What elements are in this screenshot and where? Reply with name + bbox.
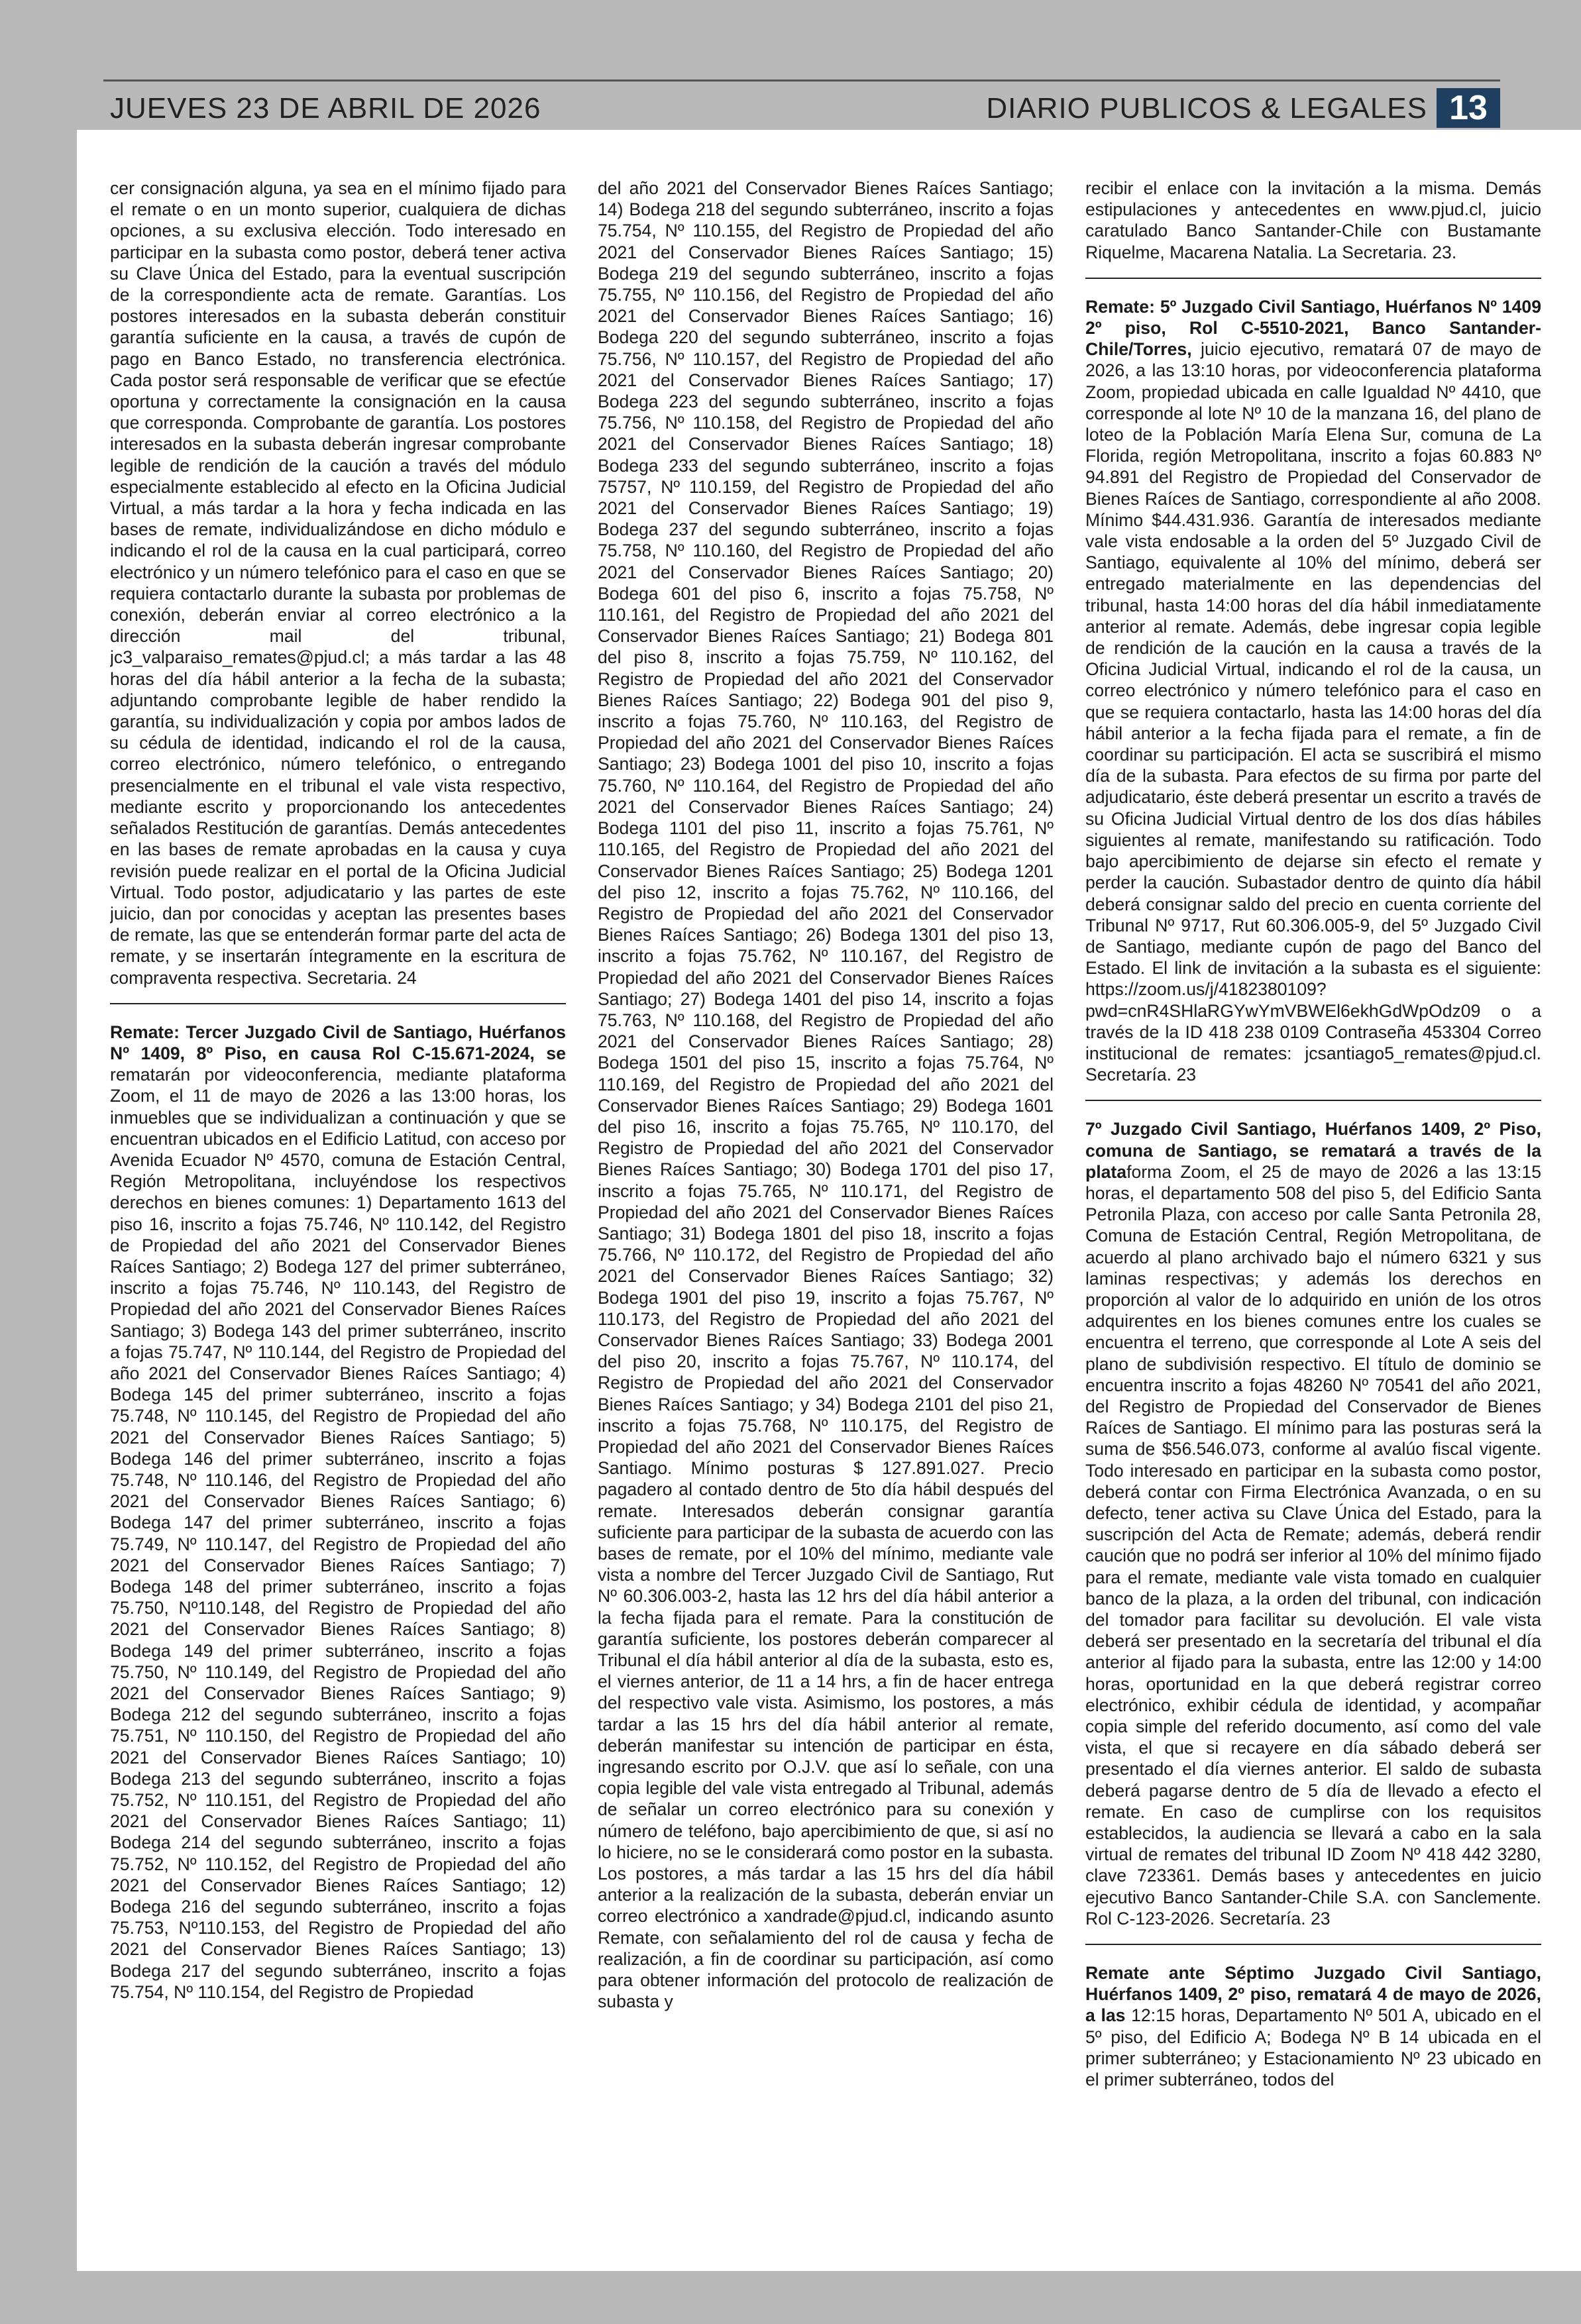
column-2	[598, 178, 1054, 2231]
page-number-badge: 13	[1437, 88, 1500, 128]
notice-4-lead: 7º Juzgado Civil Santiago, Huérfanos 1409, 2º Piso, comuna de Santiago, se rematará a través de la plata	[1085, 1119, 1541, 1182]
notice-3-lead: Remate: 5º Juzgado Civil Santiago, Huérfanos Nº 1409 2º piso, Rol C-5510-2021, Banco Santander-Chile/Torres,	[1085, 296, 1541, 360]
notice-5-lead: Remate ante Séptimo Juzgado Civil Santiago, Huérfanos 1409, 2º piso, rematará 4 de mayo de 2026, a las	[1085, 1963, 1541, 2026]
notice-divider	[1085, 1944, 1541, 1945]
header-title: DIARIO PUBLICOS & LEGALES	[986, 92, 1427, 125]
notice-3	[1085, 296, 1541, 1086]
notice-3-body: juicio ejecutivo, rematará 07 de mayo de 2026, a las 13:10 horas, por videoconferencia plataforma Zoom, propiedad ubicada en calle Igualdad Nº 4410, que corresponde al lote Nº 10 de la manzana 16, del plano de loteo de la Población María Elena Sur, comuna de La Florida, región Metropolitana, inscrito a fojas 60.883 Nº 94.891 del Registro de Propiedad del Conservador de Bienes Raíces de Santiago, correspondiente al año 2008. Mínimo $44.431.936. Garantía de interesados mediante vale vista endosable a la orden del 5º Juzgado Civil de Santiago, equivalente al 10% del mínimo, deberá ser entregado materialmente en las dependencias del tribunal, hasta 14:00 horas del día hábil inmediatamente anterior al remate. Además, debe ingresar copia legible de rendición de la caución en la causa a través de la Oficina Judicial Virtual, indicando el rol de la causa, un correo electrónico y número telefónico para el caso en que se requiera contactarlo, hasta las 14:00 horas del día hábil anterior a la fecha fijada para el remate, a fin de coordinar su participación. El acta se suscribirá el mismo día de la subasta. Para efectos de su firma por parte del adjudicatario, éste deberá presentar un escrito a través de su Oficina Judicial Virtual dentro de los dos días hábiles siguientes al remate, manifestando su ratificación. Todo bajo apercibimiento de dejarse sin efecto el remate y perder la caución. Subastador dentro de quinto día hábil deberá consignar saldo del precio en cuenta corriente del Tribunal Nº 9717, Rut 60.306.005-9, del 5º Juzgado Civil de Santiago, mediante cupón de pago del Banco del Estado. El link de invitación a la subasta es el siguiente: https://zoom.us/j/4182380109?pwd=cnR4SHlaRGYwYmVBWEl6ekhGdWpOdz09 o a través de la ID 418 238 0109 Contraseña 453304 Correo institucional de remates: jcsantiago5_remates@pjud.cl. Secretaría. 23	[1085, 339, 1541, 1085]
header-date: JUEVES 23 DE ABRIL DE 2026	[110, 92, 541, 125]
notice-2-body-part2: del año 2021 del Conservador Bienes Raíces Santiago; 14) Bodega 218 del segundo subterráneo, inscrito a fojas 75.754, Nº 110.155, del Registro de Propiedad del año 2021 del Conservador Bienes Raíces Santiago; 15) Bodega 219 del segundo subterráneo, inscrito a fojas 75.755, Nº 110.156, del Registro de Propiedad del año 2021 del Conservador Bienes Raíces Santiago; 16) Bodega 220 del segundo subterráneo, inscrito a fojas 75.756, Nº 110.157, del Registro de Propiedad del año 2021 del Conservador Bienes Raíces Santiago; 17) Bodega 223 del segundo subterráneo, inscrito a fojas 75.756, Nº 110.158, del Registro de Propiedad del año 2021 del Conservador Bienes Raíces Santiago; 18) Bodega 233 del segundo subterráneo, inscrito a fojas 75757, Nº 110.159, del Registro de Propiedad del año 2021 del Conservador Bienes Raíces Santiago; 19) Bodega 237 del segundo subterráneo, inscrito a fojas 75.758, Nº 110.160, del Registro de Propiedad del año 2021 del Conservador Bienes Raíces Santiago; 20) Bodega 601 del piso 6, inscrito a fojas 75.758, Nº 110.161, del Registro de Propiedad del año 2021 del Conservador Bienes Raíces Santiago; 21) Bodega 801 del piso 8, inscrito a fojas 75.759, Nº 110.162, del Registro de Propiedad del año 2021 del Conservador Bienes Raíces Santiago; 22) Bodega 901 del piso 9, inscrito a fojas 75.760, Nº 110.163, del Registro de Propiedad del año 2021 del Conservador Bienes Raíces Santiago; 23) Bodega 1001 del piso 10, inscrito a fojas 75.760, Nº 110.164, del Registro de Propiedad del año 2021 del Conservador Bienes Raíces Santiago; 24) Bodega 1101 del piso 11, inscrito a fojas 75.761, Nº 110.165, del Registro de Propiedad del año 2021 del Conservador Bienes Raíces Santiago; 25) Bodega 1201 del piso 12, inscrito a fojas 75.762, Nº 110.166, del Registro de Propiedad del año 2021 del Conservador Bienes Raíces Santiago; 26) Bodega 1301 del piso 13, inscrito a fojas 75.762, Nº 110.167, del Registro de Propiedad del año 2021 del Conservador Bienes Raíces Santiago; 27) Bodega 1401 del piso 14, inscrito a fojas 75.763, Nº 110.168, del Registro de Propiedad del año 2021 del Conservador Bienes Raíces Santiago; 28) Bodega 1501 del piso 15, inscrito a fojas 75.764, Nº 110.169, del Registro de Propiedad del año 2021 del Conservador Bienes Raíces Santiago; 29) Bodega 1601 del piso 16, inscrito a fojas 75.765, Nº 110.170, del Registro de Propiedad del año 2021 del Conservador Bienes Raíces Santiago; 30) Bodega 1701 del piso 17, inscrito a fojas 75.765, Nº 110.171, del Registro de Propiedad del año 2021 del Conservador Bienes Raíces Santiago; 31) Bodega 1801 del piso 18, inscrito a fojas 75.766, Nº 110.172, del Registro de Propiedad del año 2021 del Conservador Bienes Raíces Santiago; 32) Bodega 1901 del piso 19, inscrito a fojas 75.767, Nº 110.173, del Registro de Propiedad del año 2021 del Conservador Bienes Raíces Santiago; 33) Bodega 2001 del piso 20, inscrito a fojas 75.767, Nº 110.174, del Registro de Propiedad del año 2021 del Conservador Bienes Raíces Santiago; y 34) Bodega 2101 del piso 21, inscrito a fojas 75.768, Nº 110.175, del Registro de Propiedad del año 2021 del Conservador Bienes Raíces Santiago. Mínimo posturas $ 127.891.027. Precio pagadero al contado dentro de 5to día hábil después del remate. Interesados deberán consignar garantía suficiente para participar de la subasta de acuerdo con las bases de remate, por el 10% del mínimo, mediante vale vista a nombre del Tercer Juzgado Civil de Santiago, Rut Nº 60.306.003-2, hasta las 12 hrs del día hábil anterior a la fecha fijada para el remate. Para la constitución de garantía suficiente, los postores deberán comparecer al Tribunal el día hábil anterior al día de la subasta, esto es, el viernes anterior, de 11 a 14 hrs, a fin de hacer entrega del respectivo vale vista. Asimismo, los postores, a más tardar a las 15 hrs del día hábil anterior al remate, deberán manifestar su intención de participar en ésta, ingresando escrito por O.J.V. que así lo señale, con una copia legible del vale vista entregado al Tribunal, además de señalar un correo electrónico para su conexión y número de teléfono, bajo apercibimiento de que, si así no lo hiciere, no se le considerará como postor en la subasta. Los postores, a más tardar a las 15 hrs del día hábil anterior a la realización de la subasta, deberán enviar un correo electrónico a xandrade@pjud.cl, indicando asunto Remate, con señalamiento del rol de causa y fecha de realización, a fin de coordinar su participación, así como para obtener información del protocolo de realización de subasta y	[598, 178, 1054, 2012]
notice-5	[1085, 1962, 1541, 2090]
notice-divider	[1085, 1100, 1541, 1101]
notice-2-body-part3: recibir el enlace con la invitación a la misma. Demás estipulaciones y antecedentes en www.pjud.cl, juicio caratulado Banco Santander-Chile con Bustamante Riquelme, Macarena Natalia. La Secretaria. 23.	[1085, 178, 1541, 262]
notice-5-body: 12:15 horas, Departamento Nº 501 A, ubicado en el 5º piso, del Edificio A; Bodega Nº B 14 ubicada en el primer subterráneo; y Estacionamiento Nº 23 ubicado en el primer subterráneo, todos del	[1085, 2005, 1541, 2090]
notice-divider	[110, 1003, 566, 1004]
notice-2-col1	[110, 1022, 566, 2003]
column-1	[110, 178, 566, 2231]
notice-columns	[110, 178, 1543, 2231]
notice-2-lead: Remate: Tercer Juzgado Civil de Santiago, Huérfanos Nº 1409, 8º Piso, en causa Rol C-15.671-2024, se	[110, 1022, 566, 1063]
notice-4	[1085, 1118, 1541, 1929]
notice-4-body: forma Zoom, el 25 de mayo de 2026 a las 13:15 horas, el departamento 508 del piso 5, del Edificio Santa Petronila Plaza, con acceso por calle Santa Petronila 28, Comuna de Estación Central, Región Metropolitana, de acuerdo al plano archivado bajo el número 6321 y sus laminas respectivas; y además los derechos en proporción al valor de lo adquirido en unión de los otros adquirentes en los bienes comunes entre los cuales se encuentra el terreno, que corresponde al Lote A seis del plano de subdivisión respectivo. El título de dominio se encuentra inscrito a fojas 48260 Nº 70541 del año 2021, del Registro de Propiedad del Conservador de Bienes Raíces de Santiago. El mínimo para las posturas será la suma de $56.546.073, conforme al avalúo fiscal vigente. Todo interesado en participar en la subasta como postor, deberá contar con Firma Electrónica Avanzada, o en su defecto, tener activa su Clave Única del Estado, para la suscripción del Acta de Remate; además, deberá rendir caución que no podrá ser inferior al 10% del mínimo fijado para el remate, mediante vale vista tomado en cualquier banco de la plaza, a la orden del tribunal, con indicación del tomador para facilitar su devolución. El vale vista deberá ser presentado en la secretaría del tribunal el día anterior al fijado para la subasta, entre las 12:00 y 14:00 horas, oportunidad en la que deberá registrar correo electrónico, exhibir cédula de identidad, y acompañar copia simple del referido documento, así como del vale vista, el que si recayere en día sábado deberá ser presentado el día viernes anterior. El saldo de subasta deberá pagarse dentro de 5 día de llevado a efecto el remate. En caso de cumplirse con los requisitos establecidos, la audiencia se llevará a cabo en la sala virtual de remates del tribunal ID Zoom Nº 418 442 3280, clave 723361. Demás bases y antecedentes en juicio ejecutivo Banco Santander-Chile S.A. con Sanclemente. Rol C-123-2026. Secretaría. 23	[1085, 1161, 1541, 1928]
notice-divider	[1085, 278, 1541, 279]
notice-1-body: cer consignación alguna, ya sea en el mínimo fijado para el remate o en un monto superior, cualquiera de dichas opciones, a su exclusiva elección. Todo interesado en participar en la subasta como postor, deberá tener activa su Clave Única del Estado, para la eventual suscripción de la correspondiente acta de remate. Garantías. Los postores interesados en la subasta deberán constituir garantía suficiente en la causa, a través de cupón de pago en Banco Estado, no transferencia electrónica. Cada postor será responsable de verificar que se efectúe oportuna y correctamente la consignación en la causa que corresponda. Comprobante de garantía. Los postores interesados en la subasta deberán ingresar comprobante legible de rendición de la caución a través del módulo especialmente establecido al efecto en la Oficina Judicial Virtual, a más tardar a la hora y fecha indicada en las bases de remate, individualizándose en dicho módulo e indicando el rol de la causa en la cual participará, correo electrónico y un número telefónico para el caso en que se requiera contactarlo durante la subasta por problemas de conexión, deberán enviar al correo electrónico a la dirección mail del tribunal, jc3_valparaiso_remates@pjud.cl; a más tardar a las 48 horas del día hábil anterior a la fecha de la subasta; adjuntando comprobante legible de haber rendido la garantía, su individualización y copia por ambos lados de su cédula de identidad, indicando el rol de la causa, correo electrónico, número telefónico, o entregando presencialmente en el tribunal el vale vista respectivo, mediante escrito y proporcionando los antecedentes señalados Restitución de garantías. Demás antecedentes en las bases de remate aprobadas en la causa y cuya revisión puede realizar en el portal de la Oficina Judicial Virtual. Todo postor, adjudicatario y las partes de este juicio, dan por conocidas y aceptan las presentes bases de remate, las que se entenderán formar parte del acta de remate, y se insertarán íntegramente en la escritura de compraventa respectiva. Secretaria. 24	[110, 178, 566, 988]
column-3	[1085, 178, 1541, 2231]
page-header	[103, 79, 1500, 132]
notice-2-body-part1: rematarán por videoconferencia, mediante plataforma Zoom, el 11 de mayo de 2026 a las 13:00 horas, los inmuebles que se individualizan a continuación y que se encuentran ubicados en el Edificio Latitud, con acceso por Avenida Ecuador Nº 4570, comuna de Estación Central, Región Metropolitana, incluyéndose los respectivos derechos en bienes comunes: 1) Departamento 1613 del piso 16, inscrito a fojas 75.746, Nº 110.142, del Registro de Propiedad del año 2021 del Conservador Bienes Raíces Santiago; 2) Bodega 127 del primer subterráneo, inscrito a fojas 75.746, Nº 110.143, del Registro de Propiedad del año 2021 del Conservador Bienes Raíces Santiago; 3) Bodega 143 del primer subterráneo, inscrito a fojas 75.747, Nº 110.144, del Registro de Propiedad del año 2021 del Conservador Bienes Raíces Santiago; 4) Bodega 145 del primer subterráneo, inscrito a fojas 75.748, Nº 110.145, del Registro de Propiedad del año 2021 del Conservador Bienes Raíces Santiago; 5) Bodega 146 del primer subterráneo, inscrito a fojas 75.748, Nº 110.146, del Registro de Propiedad del año 2021 del Conservador Bienes Raíces Santiago; 6) Bodega 147 del primer subterráneo, inscrito a fojas 75.749, Nº 110.147, del Registro de Propiedad del año 2021 del Conservador Bienes Raíces Santiago; 7) Bodega 148 del primer subterráneo, inscrito a fojas 75.750, Nº110.148, del Registro de Propiedad del año 2021 del Conservador Bienes Raíces Santiago; 8) Bodega 149 del primer subterráneo, inscrito a fojas 75.750, Nº 110.149, del Registro de Propiedad del año 2021 del Conservador Bienes Raíces Santiago; 9) Bodega 212 del segundo subterráneo, inscrito a fojas 75.751, Nº 110.150, del Registro de Propiedad del año 2021 del Conservador Bienes Raíces Santiago; 10) Bodega 213 del segundo subterráneo, inscrito a fojas 75.752, Nº 110.151, del Registro de Propiedad del año 2021 del Conservador Bienes Raíces Santiago; 11) Bodega 214 del segundo subterráneo, inscrito a fojas 75.752, Nº 110.152, del Registro de Propiedad del año 2021 del Conservador Bienes Raíces Santiago; 12) Bodega 216 del segundo subterráneo, inscrito a fojas 75.753, Nº110.153, del Registro de Propiedad del año 2021 del Conservador Bienes Raíces Santiago; 13) Bodega 217 del segundo subterráneo, inscrito a fojas 75.754, Nº 110.154, del Registro de Propiedad	[110, 1065, 566, 2002]
